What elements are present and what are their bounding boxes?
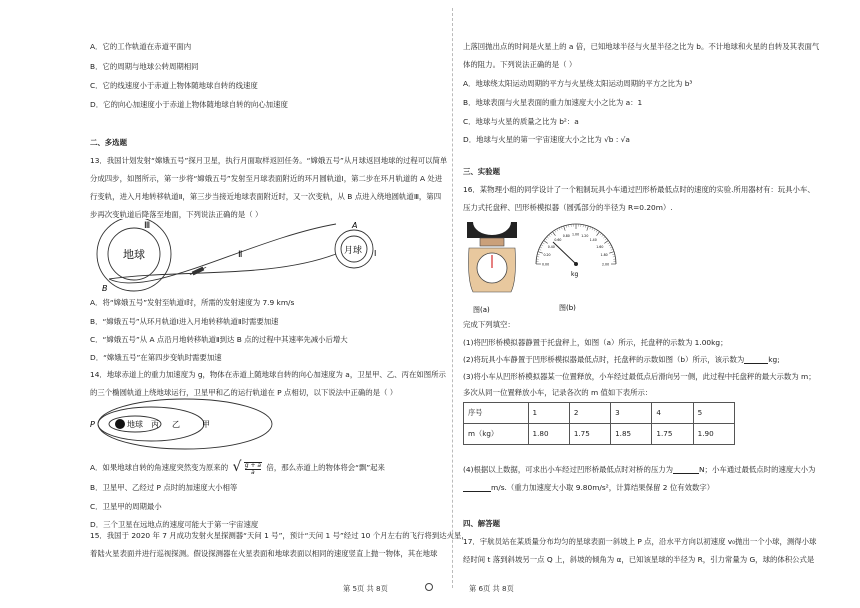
- dial-tick: [547, 237, 549, 239]
- q13-line: 分成四步，如图所示，第一步将“嫦娥五号”发射至月球表面附近的环月圆轨道Ⅰ，第二步在环月轨道的 A 处进: [90, 174, 443, 183]
- dial-tick: [612, 254, 614, 255]
- table-cell: 1.85: [611, 424, 652, 445]
- dial-tick: [544, 240, 548, 243]
- dial-tick: [592, 228, 593, 230]
- dial-tick: [564, 226, 566, 231]
- dial-tick-label: 1.60: [596, 244, 604, 249]
- dial-tick-label: 1.40: [589, 238, 597, 243]
- answer-blank: [673, 466, 699, 474]
- table-cell: 5: [693, 403, 734, 424]
- dial-tick: [541, 245, 543, 246]
- jia-label: 甲: [202, 420, 210, 429]
- q14-option-b: B．卫星甲、乙经过 P 点时的加速度大小相等: [90, 483, 238, 492]
- frac-numerator: g + a: [244, 462, 262, 469]
- table-cell: m（kg）: [464, 424, 529, 445]
- bridge-simulator: [467, 222, 517, 238]
- dial-tick-label: 0.00: [542, 262, 550, 267]
- answer-blank: [744, 356, 768, 364]
- dial-tick: [551, 233, 553, 235]
- table-cell: 1.80: [528, 424, 569, 445]
- dial-tick: [594, 229, 595, 231]
- table-cell: 1.75: [652, 424, 693, 445]
- q15-option-c: C．地球与火星的质量之比为 b²：a: [463, 117, 579, 126]
- q14-option-a-post: 倍，那么赤道上的物体将会“飘”起来: [266, 463, 385, 472]
- table-cell: 1: [528, 403, 569, 424]
- q16-4-line2: m/s.（重力加速度大小取 9.80m/s²，计算结果保留 2 位有效数字）: [463, 484, 714, 492]
- figure-b-dial: [531, 222, 621, 314]
- dial-tick: [609, 252, 614, 254]
- figure-b-caption: 图(b): [559, 304, 576, 312]
- q13-line: 步再次变轨道后降落至地面，下列说法正确的是（ ）: [90, 210, 263, 219]
- dial-tick: [566, 225, 567, 227]
- q17-line: 经时间 t 落到斜坡另一点 Q 上，斜坡的倾角为 α，已知该星球的半径为 R，引力常量为 G，球的体积公式是: [463, 555, 815, 564]
- footer-right-page: 第 6页 共 8页: [469, 584, 514, 593]
- point-b-label: B: [102, 284, 108, 293]
- table-cell: 2: [569, 403, 610, 424]
- dial-tick: [557, 229, 558, 231]
- orbit-2-label: Ⅱ: [238, 250, 243, 260]
- q14-orbit-figure: [90, 396, 280, 452]
- answer-blank: [463, 484, 491, 492]
- q16-body-2: (2)将玩具小车静置于凹形桥模拟器最低点时，托盘秤的示数如图（b）所示，该示数为 kg;: [463, 355, 780, 364]
- earth-dot: [115, 419, 125, 429]
- q15-option-b: B．地球表面与火星表面的重力加速度大小之比为 a：1: [463, 98, 643, 107]
- dial-tick: [540, 247, 542, 248]
- section-multi-choice: 二、多选题: [90, 138, 127, 147]
- q14-option-a-pre: A．如果地球自转的角速度突然变为原来的: [90, 463, 229, 472]
- dial-tick: [549, 235, 551, 237]
- yi-label: 乙: [172, 420, 180, 429]
- dial-needle: [553, 242, 576, 264]
- earth-label: 地球: [127, 420, 143, 429]
- table-cell: 1.75: [569, 424, 610, 445]
- q14-option-a: [90, 460, 385, 476]
- q16-body: 多次从同一位置释放小车，记录各次的 m 值如下表所示：: [463, 388, 653, 397]
- dial-pivot: [574, 262, 578, 266]
- q12-option-b: B．它的周期与地球公转周期相同: [90, 62, 199, 71]
- q15-option-d: D．地球与火星的第一宇宙速度大小之比为 √b : √a: [463, 135, 630, 144]
- dial-tick: [545, 239, 547, 241]
- moon-label: 月球: [344, 246, 363, 256]
- figure-a-scale: [463, 220, 523, 316]
- dial-tick: [608, 243, 610, 244]
- scale-neck: [480, 238, 504, 246]
- dial-ticks: [536, 224, 616, 267]
- q16-body: 完成下列填空：: [463, 320, 515, 329]
- dial-tick: [603, 237, 605, 239]
- dial-tick: [611, 249, 613, 250]
- dial-tick: [604, 240, 608, 243]
- dial-tick: [609, 245, 611, 246]
- point-a-label: A: [352, 221, 358, 230]
- q12-option-d: D．它的向心加速度小于赤道上物体随地球自转的向心加速度: [90, 100, 288, 109]
- section-solve: 四、解答题: [463, 519, 500, 528]
- q15-line: 上落回抛出点的时间是火星上的 a 倍，已知地球半径与火星半径之比为 b。不计地球和火星的自转及其表面气: [463, 42, 820, 51]
- q16-body: (1)将凹形桥模拟器静置于托盘秤上，如图（a）所示，托盘秤的示数为 1.00kg；: [463, 338, 728, 347]
- point-p-label: P: [90, 420, 95, 429]
- dial-tick: [538, 252, 543, 254]
- dial-tick: [600, 233, 602, 235]
- dial-tick-label: 0.80: [562, 233, 570, 238]
- q13-option-a: A．将“嫦娥五号”发射至轨道Ⅰ时，所需的发射速度为 7.9 km/s: [90, 298, 295, 307]
- dial-tick: [602, 235, 604, 237]
- dial-tick: [610, 247, 612, 248]
- orbit-3-label: Ⅲ: [144, 221, 151, 231]
- q16-body: (3)将小车从凹形桥模拟器某一位置释放，小车经过最低点后滑向另一侧，此过程中托盘秤的最大示数为 m；: [463, 372, 816, 381]
- q15-option-a: A．地球绕太阳运动周期的平方与火星绕太阳运动周期的平方之比为 b³: [463, 79, 693, 88]
- dial-tick: [542, 243, 544, 244]
- q13-line: 13．我国计划发射“嫦娥五号”探月卫星，执行月面取样返回任务。“嫦娥五号”从月球返回地球的过程可以简单: [90, 156, 448, 165]
- table-row: [464, 424, 735, 445]
- table-cell: 序号: [464, 403, 529, 424]
- dial-tick: [552, 232, 555, 236]
- q12-option-c: C．它的线速度小于赤道上物体随地球自转的线速度: [90, 81, 258, 90]
- earth-label: 地球: [123, 248, 145, 261]
- sqrt-sign-icon: √: [232, 459, 242, 475]
- q17-line: 17．宇航员站在某质量分布均匀的星球表面一斜坡上 P 点，沿水平方向以初速度 v₀抛出一个小球，测得小球: [463, 537, 817, 546]
- dial-tick: [537, 254, 539, 255]
- dial-tick: [587, 226, 589, 231]
- dial-tick-label: 1.00: [572, 232, 580, 237]
- dial-unit: kg: [571, 271, 579, 278]
- page-divider: [452, 8, 454, 588]
- dial-tick: [585, 225, 586, 227]
- section-experiment: 三、实验题: [463, 167, 500, 176]
- footer-left-page: 第 5页 共 8页: [343, 584, 388, 593]
- table-cell: 1.90: [693, 424, 734, 445]
- figure-a-caption: 图(a): [473, 306, 490, 314]
- dial-tick: [597, 232, 600, 236]
- q14-line: 14．地球赤道上的重力加速度为 g，物体在赤道上随地球自转的向心加速度为 a，卫星甲、乙、丙在如图所示: [90, 370, 446, 379]
- q16-line: 16．某物理小组的同学设计了一个粗制玩具小车通过凹形桥最低点时的速度的实验.所用器材有：玩具小车、: [463, 185, 815, 194]
- q13-option-c: C．“嫦娥五号”从 A 点沿月地转移轨道Ⅱ到达 B 点的过程中其速率先减小后增大: [90, 335, 348, 344]
- frac-denominator: a: [251, 469, 255, 476]
- dial-tick-label: 0.40: [547, 244, 555, 249]
- dial-tick: [555, 230, 556, 232]
- binding-circle-icon: [425, 583, 433, 591]
- q15-line: 体的阻力。下列说法正确的是（ ）: [463, 60, 577, 69]
- table-cell: 3: [611, 403, 652, 424]
- dial-tick: [561, 227, 562, 229]
- dial-tick: [590, 227, 591, 229]
- q13-option-b: B．“嫦娥五号”从环月轨道Ⅰ进入月地转移轨道Ⅱ时需要加速: [90, 317, 279, 326]
- sqrt-fraction: [232, 460, 262, 476]
- q15-line: 着陆火星表面并进行巡视探测。假设探测器在火星表面和地球表面以相同的速度竖直上抛一物体，其在地球: [90, 549, 438, 558]
- q13-option-d: D．“嫦娥五号”在第四步变轨时需要加速: [90, 353, 222, 362]
- dial-tick: [539, 249, 541, 250]
- dial-tick: [596, 230, 597, 232]
- dial-tick-label: 0.60: [554, 238, 562, 243]
- dial-tick-label: 0.20: [543, 253, 551, 258]
- q14-option-d: D．三个卫星在远地点的速度可能大于第一宇宙速度: [90, 520, 259, 529]
- q12-option-a: A．它的工作轨道在赤道平面内: [90, 42, 192, 51]
- q16-line: 压力式托盘秤、凹形桥模拟器（圆弧部分的半径为 R=0.20m）.: [463, 203, 673, 212]
- q14-option-c: C．卫星甲的周期最小: [90, 502, 162, 511]
- table-row: [464, 403, 735, 424]
- bing-label: 丙: [151, 420, 159, 429]
- dial-tick-label: 2.00: [602, 262, 610, 267]
- dial-tick: [559, 228, 560, 230]
- dial-tick-label: 1.80: [600, 253, 608, 258]
- q13-orbit-figure: [90, 219, 390, 293]
- table-cell: 4: [652, 403, 693, 424]
- orbit-1-label: Ⅰ: [374, 249, 377, 258]
- q14-line: 的三个椭圆轨道上绕地球运行，卫星甲和乙的运行轨道在 P 点相切，以下说法中正确的是（ ）: [90, 388, 398, 397]
- dial-tick: [605, 239, 607, 241]
- q15-line: 15．我国于 2020 年 7 月成功发射火星探测器“天问 1 号”，预计“天问 1 号”经过 10 个月左右的飞行将到达火星，: [90, 531, 469, 540]
- q16-data-table: [463, 402, 735, 445]
- q13-line: 行变轨，进入月地转移轨道Ⅱ，第三步当接近地球表面附近时，又一次变轨，从 B 点进入绕地圆轨道Ⅲ，第四: [90, 192, 442, 201]
- q16-4-line1: (4)根据以上数据，可求出小车经过凹形桥最低点时对桥的压力为 N；小车通过最低点时的速度大小为: [463, 465, 816, 474]
- dial-tick-label: 1.20: [581, 233, 589, 238]
